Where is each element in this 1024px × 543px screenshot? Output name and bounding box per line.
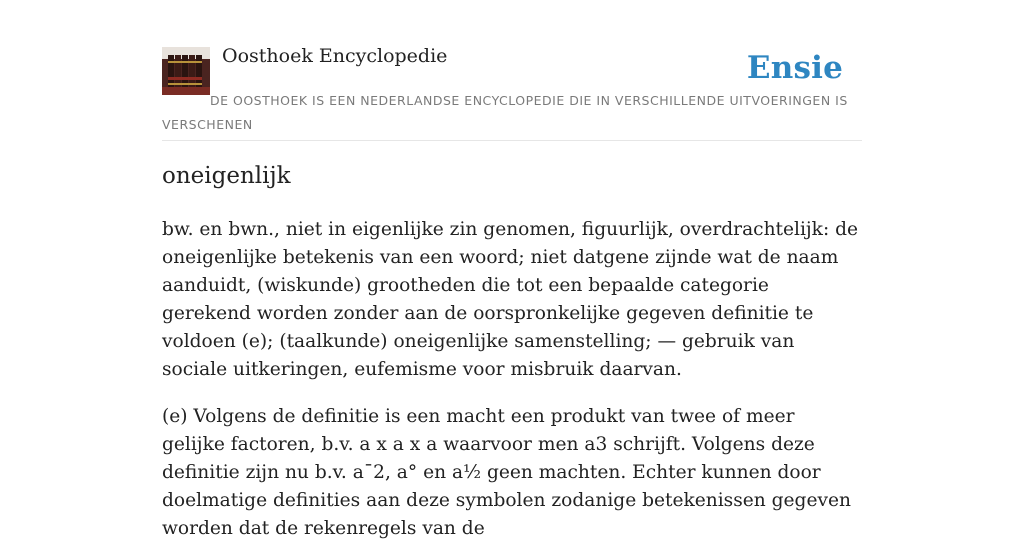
entry-note-paragraph: (e) Volgens de definitie is een macht een produkt van twee of meer gelijke factoren, b.v. a x a x a waarvoor men a3 schrijft. Volgens deze definitie zijn nu b.v. a¯2, a° en a½ geen machten. Echter kunnen door doelmatige definities aan deze symbolen zodanige betekenissen gegeven worden dat de rekenregels van de [162,406,851,539]
entry-definition-paragraph: bw. en bwn., niet in eigenlijke zin genomen, figuurlijk, overdrachtelijk: de oneigenlijke betekenis van een woord; niet datgene zijnde wat de naam aanduidt, (wiskunde) grootheden die tot een bepaalde categorie gerekend worden zonder aan de oorspronkelijke gegeven definitie te voldoen (e); (taalkunde) oneigenlijke samenstelling; — gebruik van sociale uitkeringen, eufemisme voor misbruik daarvan. [162,219,859,380]
encyclopedia-books-avatar-icon[interactable] [162,47,210,95]
site-header [162,0,862,141]
ensie-logo[interactable]: Ensie [746,50,843,86]
entry-title: oneigenlijk [162,163,291,189]
site-name-link[interactable]: Oosthoek Encyclopedie [222,45,448,67]
site-tagline: DE OOSTHOEK IS EEN NEDERLANDSE ENCYCLOPEDIE DIE IN VERSCHILLENDE UITVOERINGEN IS VERSCHENEN [162,93,848,132]
page-container [162,0,862,539]
